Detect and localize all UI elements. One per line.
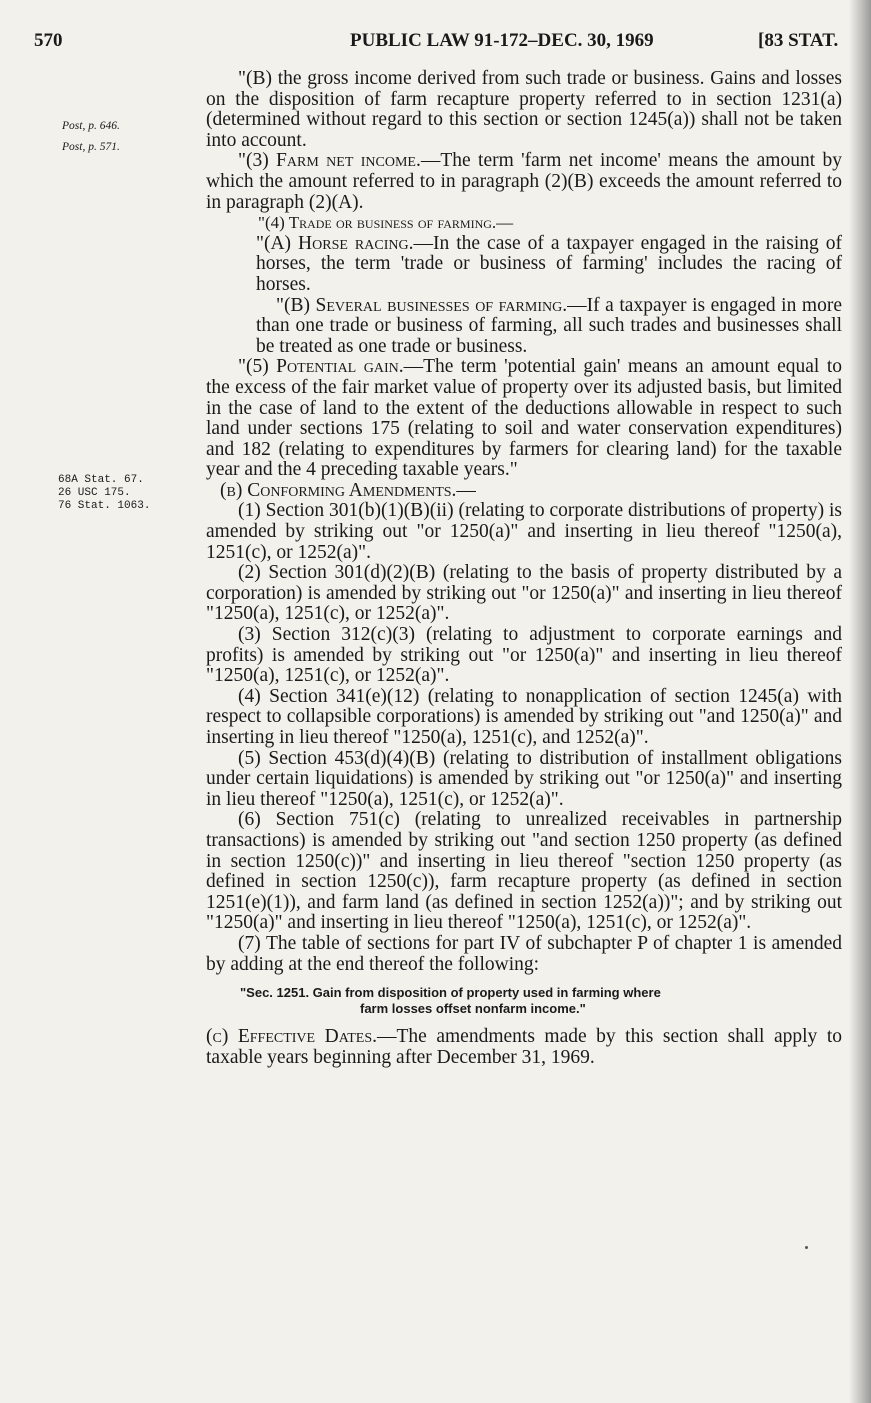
section-heading: (b) Conforming Amendments.— [220, 479, 476, 501]
paragraph-heading: "(3) Farm net income. [238, 150, 421, 172]
paragraph-heading: "(4) Trade or business of farming.— [258, 213, 514, 233]
paragraph-text: —If a taxpayer is engaged in more than one trade or business of farming, all such trades and businesses shall be treated as one trade or business. [256, 294, 842, 357]
page-edge-shadow [849, 0, 871, 1403]
paragraph-heading: (c) Effective Dates. [206, 1026, 378, 1048]
paragraph-heading: "(5) Potential gain. [238, 356, 404, 378]
statute-volume: [83 STAT. [758, 30, 839, 51]
margin-note: 26 USC 175. [58, 487, 131, 499]
paragraph: (6) Section 751(c) (relating to unrealized receivables in partnership transactions) is amended by striking out "and section 1250 property (as defined in section 1250(c))" and inserting in lieu thereof "section 1250 property (as defined in section 1250(c)), farm recapture property (as defined in section 1251(e)(1)), and farm land (as defined in section 1252(a))"; and by striking out "1250(a)" and inserting in lieu thereof "1250(a), 1251(c), or 1252(a)". [206, 809, 842, 934]
table-line: "Sec. 1251. Gain from disposition of property used in farming where [240, 985, 661, 1001]
paragraph-text: —The amendments made by this section shall apply to taxable years beginning after December 31, 1969. [206, 1026, 842, 1068]
stray-mark [805, 1246, 808, 1249]
paragraph [206, 1027, 842, 1068]
paragraph: "(B) the gross income derived from such trade or business. Gains and losses on the disposition of farm recapture property referred to in section 1231(a) (determined without regard to this section or section 1245(a)) shall not be taken into account. [206, 68, 842, 151]
paragraph: (7) The table of sections for part IV of subchapter P of chapter 1 is amended by adding at the end thereof the following: [206, 932, 842, 975]
paragraph-heading: "(A) Horse racing. [256, 232, 414, 254]
paragraph [206, 234, 842, 296]
paragraph [206, 357, 842, 481]
margin-note: Post, p. 571. [62, 141, 120, 153]
running-title: PUBLIC LAW 91-172–DEC. 30, 1969 [350, 30, 654, 51]
paragraph [206, 151, 842, 213]
margin-note: 68A Stat. 67. [58, 474, 144, 486]
paragraph-text: —The term 'potential gain' means an amount equal to the excess of the fair market value of property over its adjusted basis, but limited in the case of land to the extent of the deductions allowable in respect to such land under sections 175 (relating to soil and water conservation expenditures) and 182 (relating to expenditures by farmers for clearing land) for the taxable year and the 4 preceding taxable years." [206, 356, 842, 481]
paragraph: (5) Section 453(d)(4)(B) (relating to distribution of installment obligations under certain liquidations) is amended by striking out "or 1250(a)" and inserting in lieu thereof "1250(a), 1251(c), or 1252(a)". [206, 747, 842, 810]
paragraph: (3) Section 312(c)(3) (relating to adjustment to corporate earnings and profits) is amended by striking out "or 1250(a)" and inserting in lieu thereof "1250(a), 1251(c), or 1252(a)". [206, 624, 842, 687]
margin-note: Post, p. 646. [62, 120, 120, 132]
paragraph [206, 296, 842, 358]
paragraph-text: —In the case of a taxpayer engaged in the raising of horses, the term 'trade or business of farming' includes the racing of horses. [256, 232, 842, 295]
paragraph: (2) Section 301(d)(2)(B) (relating to the basis of property distributed by a corporation) is amended by striking out "or 1250(a)" and inserting in lieu thereof "1250(a), 1251(c), or 1252(a)". [206, 562, 842, 625]
page-number: 570 [34, 30, 63, 51]
statute-text [206, 69, 842, 1068]
paragraph: (1) Section 301(b)(1)(B)(ii) (relating to corporate distributions of property) is amended by striking out "or 1250(a)" and inserting in lieu thereof "1250(a), 1251(c), or 1252(a)". [206, 500, 842, 563]
paragraph: (4) Section 341(e)(12) (relating to nonapplication of section 1245(a) with respect to collapsible corporations) is amended by striking out "and 1250(a)" and inserting in lieu thereof "1250(a), 1251(c), and 1252(a)". [206, 685, 842, 748]
margin-note: 76 Stat. 1063. [58, 500, 151, 512]
table-line: farm losses offset nonfarm income." [360, 1001, 586, 1017]
section-table-entry [240, 985, 840, 1017]
paragraph-heading: "(B) Several businesses of farming. [276, 294, 568, 316]
paragraph-text: —The term 'farm net income' means the amount by which the amount referred to in paragraph (2)(B) exceeds the amount referred to in paragraph (2)(A). [206, 150, 842, 213]
